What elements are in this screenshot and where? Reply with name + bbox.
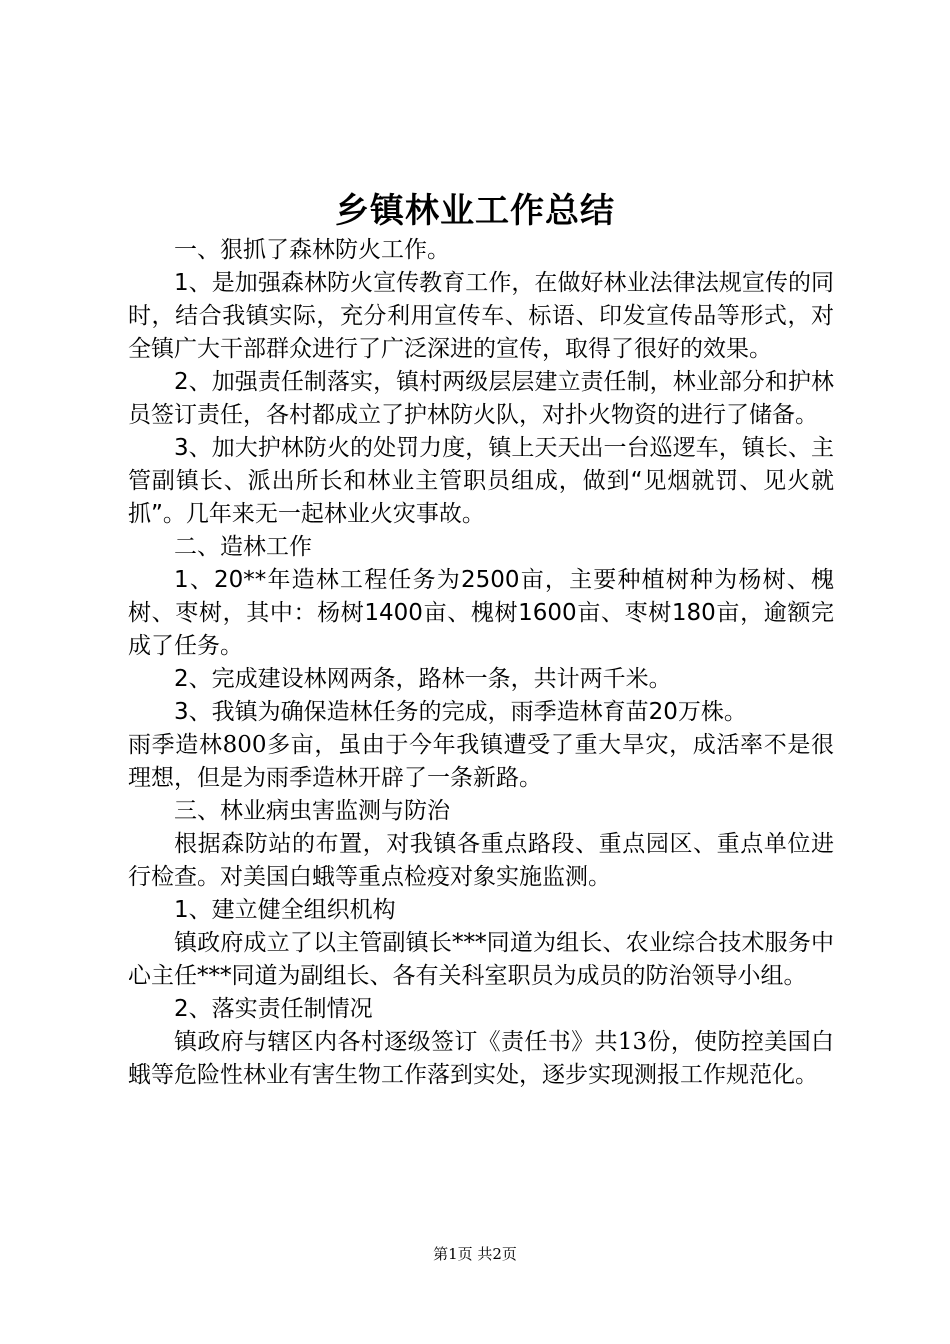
paragraph [128, 432, 834, 531]
paragraph-text: 几年来无一起林业火灾事故。 [185, 501, 485, 527]
paragraph: 镇政府成立了以主管副镇长***同道为组长、农业综合技术服务中心主任***同道为副组长、各有关科室职员为成员的防治领导小组。 [128, 930, 834, 989]
section-heading: 一、狠抓了森林防火工作。 [174, 237, 450, 263]
page-indicator: 第1页 共2页 [433, 1245, 517, 1263]
paragraph: 2、完成建设林网两条，路林一条，共计两千米。 [174, 666, 672, 692]
paragraph: 3、我镇为确保造林任务的完成，雨季造林育苗20万株。 [174, 699, 747, 725]
paragraph: 根据森防站的布置，对我镇各重点路段、重点园区、重点单位进行检查。对美国白蛾等重点检疫对象实施监测。 [128, 831, 834, 890]
document-title: 乡镇林业工作总结 [335, 191, 615, 231]
subsection-heading: 1、建立健全组织机构 [174, 897, 396, 923]
subsection-heading: 2、落实责任制情况 [174, 996, 373, 1022]
paragraph-text: 3、加大护林防火的处罚力度，镇上天天出一台巡逻车，镇长、主管副镇长、派出所长和林业主管职员组成，做到“见烟就罚、见火就抓”。 [128, 435, 834, 527]
section-heading: 二、造林工作 [174, 534, 312, 560]
paragraph: 镇政府与辖区内各村逐级签订《责任书》共13份，使防控美国白蛾等危险性林业有害生物工作落到实处，逐步实现测报工作规范化。 [128, 1029, 834, 1088]
paragraph: 1、是加强森林防火宣传教育工作，在做好林业法律法规宣传的同时，结合我镇实际，充分利用宣传车、标语、印发宣传品等形式，对全镇广大干部群众进行了广泛深进的宣传，取得了很好的效果。 [128, 270, 834, 362]
document-body [128, 234, 834, 1092]
paragraph: 雨季造林800多亩，虽由于今年我镇遭受了重大旱灾，成活率不是很理想，但是为雨季造林开辟了一条新路。 [128, 732, 834, 791]
section-heading: 三、林业病虫害监测与防治 [174, 798, 450, 824]
paragraph: 2、加强责任制落实，镇村两级层层建立责任制，林业部分和护林员签订责任，各村都成立了护林防火队，对扑火物资的进行了储备。 [128, 369, 834, 428]
paragraph: 1、20**年造林工程任务为2500亩，主要种植树种为杨树、槐树、枣树，其中：杨树1400亩、槐树1600亩、枣树180亩，逾额完成了任务。 [128, 567, 834, 659]
